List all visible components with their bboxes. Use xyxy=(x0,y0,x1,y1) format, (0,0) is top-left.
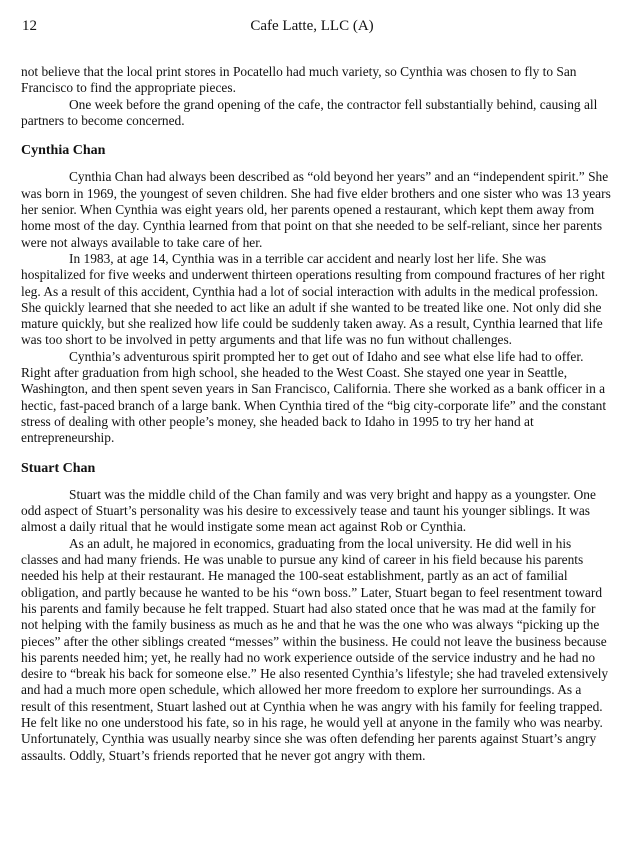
cynthia-section xyxy=(21,143,611,446)
running-title: Cafe Latte, LLC (A) xyxy=(250,18,374,34)
page-header xyxy=(22,18,602,40)
section-heading: Stuart Chan xyxy=(21,460,96,476)
page-number: 12 xyxy=(22,18,37,34)
paragraph: As an adult, he majored in economics, graduating from the local university. He did well in his classes and had many friends. He was unable to pursue any kind of career in his field because his parents needed his help at their restaurant. He managed the 100-seat establishment, partly as an act of familial obligation, and partly because he wanted to be his “own boss.” Later, Stuart began to feel resentment toward his parents and family because he felt trapped. Stuart had also stated once that he was mad at the family for not helping with the family business as much as he and that he was the one who was always “picking up the pieces” after the other siblings created “messes” within the business. He could not leave the business because his parents needed him; yet, he really had no work experience outside of the service industry and he had no desire to “break his back for someone else.” He also resented Cynthia’s lifestyle; she had traveled extensively and had a much more open schedule, which allowed her more freedom to explore her surroundings. As a result of this resentment, Stuart lashed out at Cynthia when he was angry with his family for feeling trapped. He felt like no one understood his fate, so in his rage, he would yell at anyone in the family who was nearby. Unfortunately, Cynthia was usually nearby since she was often defending her parents against Stuart’s angry assaults. Oddly, Stuart’s friends reported that he never got angry with them. xyxy=(21,535,609,763)
document-body xyxy=(21,64,611,764)
paragraph: In 1983, at age 14, Cynthia was in a terrible car accident and nearly lost her life. She was hospitalized for five weeks and underwent thirteen operations resulting from compound fractures of her right leg. As a result of this accident, Cynthia had a lot of social interaction with adults in the medical profession. She quickly learned that she needed to act like an adult if she wanted to be treated like one. Not only did she mature quickly, but she realized how life could be suddenly taken away. As a result, Cynthia learned that life was too short to be involved in petty arguments and that life was no fun without challenges. xyxy=(21,250,605,348)
paragraph: not believe that the local print stores in Pocatello had much variety, so Cynthia was chosen to fly to San Francisco to find the appropriate pieces. xyxy=(21,64,577,96)
paragraph: Stuart was the middle child of the Chan family and was very bright and happy as a youngster. One odd aspect of Stuart’s personality was his desire to excessively tease and taunt his younger siblings. It was almost a daily ritual that he would instigate some mean act against Rob or Cynthia. xyxy=(21,486,596,535)
paragraph: Cynthia’s adventurous spirit prompted her to get out of Idaho and see what else life had to offer. Right after graduation from high school, she headed to the West Coast. She stayed one year in Seattle, Washington, and then spent seven years in San Francisco, California. There she worked as a bank officer in a hectic, fast-paced branch of a large bank. When Cynthia tired of the “big city-corporate life” and the constant stress of dealing with other people’s money, she headed back to Idaho in 1995 to try her hand at entrepreneurship. xyxy=(21,348,607,446)
paragraph: One week before the grand opening of the cafe, the contractor fell substantially behind, causing all partners to become concerned. xyxy=(21,96,598,128)
paragraph: Cynthia Chan had always been described as “old beyond her years” and an “independent spirit.” She was born in 1969, the youngest of seven children. She had five elder brothers and one sister who was 13 years her senior. When Cynthia was eight years old, her parents opened a restaurant, which kept them away from home most of the day. Cynthia learned from that point on that she needed to be self-reliant, since her parents were not always available to take care of her. xyxy=(21,169,611,250)
intro-section xyxy=(21,64,611,129)
section-heading: Cynthia Chan xyxy=(21,143,106,159)
stuart-section xyxy=(21,461,611,764)
